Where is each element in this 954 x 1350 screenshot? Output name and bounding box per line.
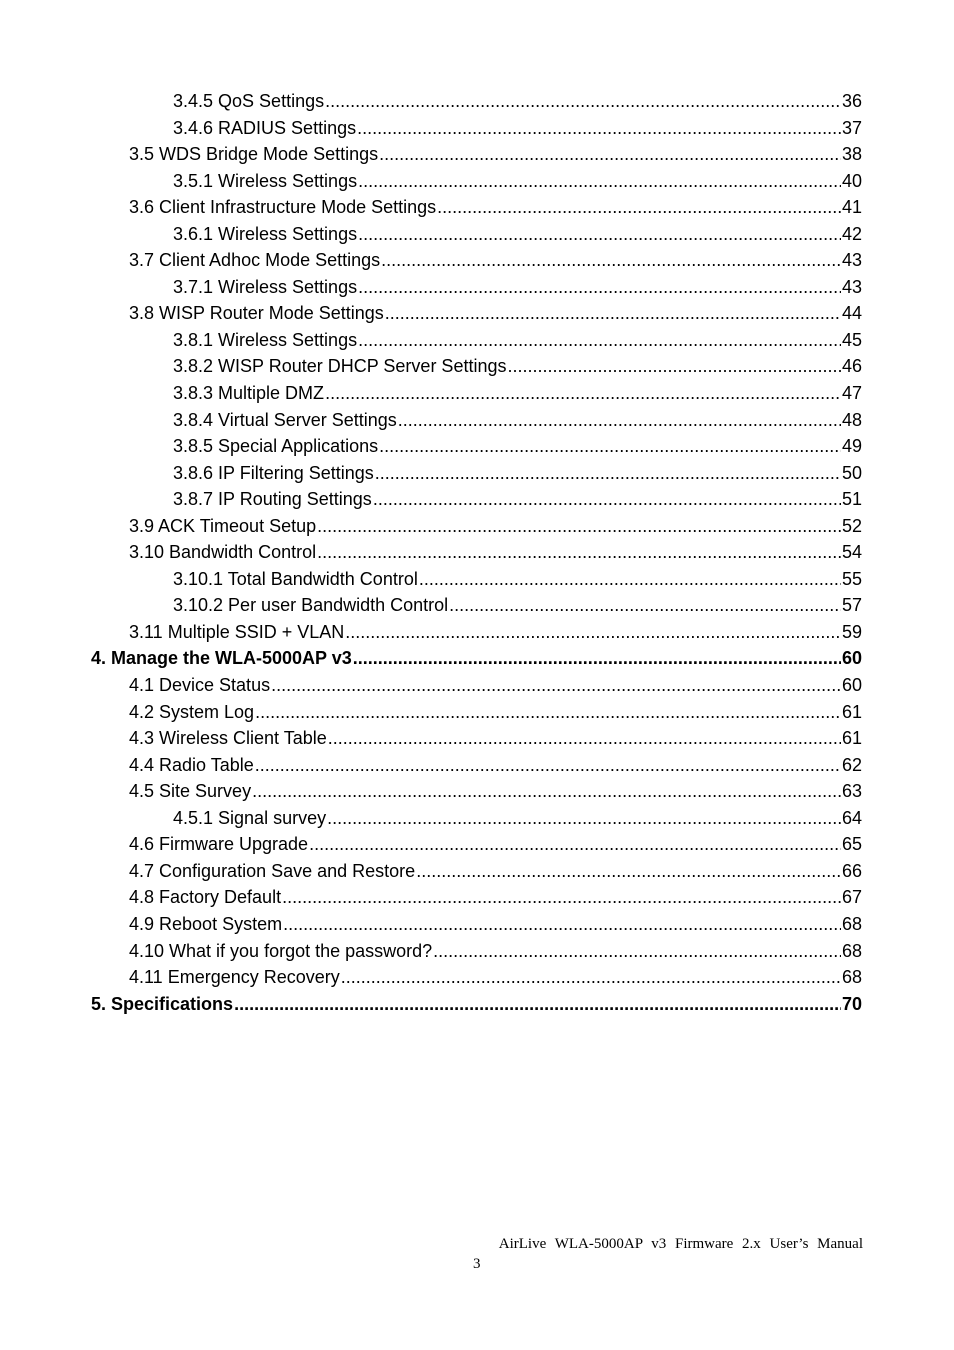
toc-entry[interactable] [0, 353, 954, 380]
toc-entry[interactable] [0, 858, 954, 885]
toc-dot-leader [433, 938, 841, 965]
toc-entry-page-number: 49 [841, 436, 862, 457]
toc-entry-page-number: 41 [841, 197, 862, 218]
toc-entry-title: 4.8 Factory Default [129, 887, 282, 908]
toc-entry-page-number: 50 [841, 462, 862, 483]
toc-entry-page-number: 70 [841, 993, 862, 1014]
toc-entry-page-number: 65 [841, 834, 862, 855]
table-of-contents [0, 88, 954, 1017]
toc-entry-title: 3.7 Client Adhoc Mode Settings [129, 250, 381, 271]
toc-entry[interactable] [0, 433, 954, 460]
toc-entry[interactable] [0, 778, 954, 805]
toc-entry-title: 4.3 Wireless Client Table [129, 728, 327, 749]
toc-entry-title: 3.8 WISP Router Mode Settings [129, 303, 384, 324]
toc-entry[interactable] [0, 407, 954, 434]
toc-dot-leader [317, 513, 841, 540]
toc-entry-page-number: 42 [841, 223, 862, 244]
toc-entry-title: 3.10.2 Per user Bandwidth Control [173, 595, 449, 616]
toc-entry[interactable] [0, 539, 954, 566]
toc-entry-page-number: 54 [841, 542, 862, 563]
toc-entry-page-number: 46 [841, 356, 862, 377]
toc-dot-leader [373, 486, 841, 513]
toc-entry-title: 5. Specifications [91, 993, 234, 1014]
toc-dot-leader [398, 407, 841, 434]
toc-dot-leader [345, 619, 841, 646]
toc-dot-leader [283, 911, 841, 938]
toc-entry-title: 4.5 Site Survey [129, 781, 252, 802]
toc-dot-leader [353, 645, 841, 672]
toc-entry-title: 3.8.5 Special Applications [173, 436, 379, 457]
toc-entry-page-number: 38 [841, 144, 862, 165]
toc-entry[interactable] [0, 486, 954, 513]
toc-entry-title: 3.8.4 Virtual Server Settings [173, 409, 397, 430]
toc-entry-title: 4.4 Radio Table [129, 754, 254, 775]
toc-entry-title: 3.11 Multiple SSID + VLAN [129, 621, 345, 642]
toc-entry[interactable] [0, 513, 954, 540]
toc-entry[interactable] [0, 991, 954, 1018]
toc-dot-leader [419, 566, 841, 593]
toc-dot-leader [325, 88, 841, 115]
toc-entry-page-number: 37 [841, 117, 862, 138]
toc-entry-title: 4.1 Device Status [129, 675, 271, 696]
toc-entry-title: 3.6.1 Wireless Settings [173, 223, 358, 244]
toc-dot-leader [328, 725, 841, 752]
toc-dot-leader [381, 247, 841, 274]
toc-entry-title: 3.8.6 IP Filtering Settings [173, 462, 374, 483]
toc-entry-page-number: 51 [841, 489, 862, 510]
toc-entry-page-number: 61 [841, 701, 862, 722]
toc-entry-title: 4.5.1 Signal survey [173, 807, 327, 828]
toc-entry-page-number: 47 [841, 383, 862, 404]
toc-entry-page-number: 59 [841, 621, 862, 642]
toc-dot-leader [437, 194, 841, 221]
toc-entry-title: 3.8.1 Wireless Settings [173, 329, 358, 350]
footer-manual-title: AirLive WLA-5000AP v3 Firmware 2.x User’s Manual [498, 1236, 863, 1252]
toc-entry[interactable] [0, 725, 954, 752]
toc-entry-title: 3.9 ACK Timeout Setup [129, 515, 317, 536]
toc-entry[interactable] [0, 460, 954, 487]
toc-entry[interactable] [0, 752, 954, 779]
toc-entry[interactable] [0, 300, 954, 327]
toc-dot-leader [358, 274, 841, 301]
toc-entry-title: 3.10.1 Total Bandwidth Control [173, 568, 418, 589]
toc-entry[interactable] [0, 699, 954, 726]
toc-entry-page-number: 40 [841, 170, 862, 191]
toc-entry[interactable] [0, 327, 954, 354]
toc-entry-page-number: 52 [841, 515, 862, 536]
toc-entry[interactable] [0, 672, 954, 699]
toc-entry-title: 4.9 Reboot System [129, 913, 283, 934]
toc-entry-page-number: 55 [841, 568, 862, 589]
toc-entry-page-number: 62 [841, 754, 862, 775]
toc-dot-leader [309, 831, 841, 858]
toc-entry-title: 4.10 What if you forgot the password? [129, 940, 433, 961]
toc-entry-page-number: 57 [841, 595, 862, 616]
toc-entry-page-number: 48 [841, 409, 862, 430]
toc-entry-title: 4.6 Firmware Upgrade [129, 834, 309, 855]
toc-dot-leader [325, 380, 841, 407]
toc-entry-page-number: 61 [841, 728, 862, 749]
toc-entry[interactable] [0, 566, 954, 593]
toc-dot-leader [379, 433, 841, 460]
toc-entry-title: 3.8.2 WISP Router DHCP Server Settings [173, 356, 507, 377]
toc-entry-page-number: 60 [841, 675, 862, 696]
toc-entry-page-number: 68 [841, 940, 862, 961]
toc-dot-leader [271, 672, 841, 699]
toc-dot-leader [449, 592, 841, 619]
toc-entry-page-number: 36 [841, 91, 862, 111]
toc-entry-page-number: 43 [841, 250, 862, 271]
toc-entry-title: 4. Manage the WLA-5000AP v3 [91, 648, 352, 669]
toc-dot-leader [358, 327, 841, 354]
toc-entry-title: 4.2 System Log [129, 701, 255, 722]
toc-dot-leader [327, 805, 841, 832]
toc-entry-title: 4.7 Configuration Save and Restore [129, 860, 416, 881]
toc-entry-title: 3.4.6 RADIUS Settings [173, 117, 357, 138]
toc-dot-leader [282, 884, 841, 911]
toc-dot-leader [255, 752, 841, 779]
toc-entry-title: 3.6 Client Infrastructure Mode Settings [129, 197, 437, 218]
toc-entry[interactable] [0, 247, 954, 274]
toc-entry-page-number: 60 [841, 648, 862, 669]
toc-entry[interactable] [0, 619, 954, 646]
toc-entry-page-number: 43 [841, 276, 862, 297]
toc-entry[interactable] [0, 911, 954, 938]
toc-entry-page-number: 64 [841, 807, 862, 828]
toc-entry[interactable] [0, 141, 954, 168]
toc-entry[interactable] [0, 884, 954, 911]
toc-entry[interactable] [0, 592, 954, 619]
toc-entry-page-number: 68 [841, 913, 862, 934]
toc-entry-title: 3.5 WDS Bridge Mode Settings [129, 144, 379, 165]
toc-entry-page-number: 44 [841, 303, 862, 324]
toc-entry[interactable] [0, 168, 954, 195]
toc-dot-leader [255, 699, 841, 726]
footer-page-number: 3 [473, 1256, 481, 1272]
toc-entry[interactable] [0, 380, 954, 407]
toc-dot-leader [416, 858, 841, 885]
toc-entry[interactable] [0, 964, 954, 991]
toc-entry-title: 3.4.5 QoS Settings [173, 91, 325, 111]
toc-dot-leader [357, 115, 841, 142]
toc-entry-title: 3.8.7 IP Routing Settings [173, 489, 372, 510]
toc-entry[interactable] [0, 115, 954, 142]
toc-dot-leader [358, 221, 841, 248]
toc-entry[interactable] [0, 645, 954, 672]
toc-entry[interactable] [0, 831, 954, 858]
toc-entry[interactable] [0, 194, 954, 221]
toc-dot-leader [234, 991, 841, 1018]
toc-entry-page-number: 63 [841, 781, 862, 802]
toc-entry-title: 3.8.3 Multiple DMZ [173, 383, 325, 404]
toc-dot-leader [358, 168, 841, 195]
toc-entry-title: 3.7.1 Wireless Settings [173, 276, 358, 297]
toc-entry-title: 4.11 Emergency Recovery [129, 967, 340, 988]
toc-entry[interactable] [0, 805, 954, 832]
toc-entry-title: 3.5.1 Wireless Settings [173, 170, 358, 191]
toc-entry[interactable] [0, 274, 954, 301]
toc-dot-leader [341, 964, 841, 991]
toc-dot-leader [252, 778, 841, 805]
toc-dot-leader [379, 141, 841, 168]
toc-dot-leader [385, 300, 841, 327]
toc-entry-title: 3.10 Bandwidth Control [129, 542, 317, 563]
toc-dot-leader [317, 539, 841, 566]
toc-entry[interactable] [0, 221, 954, 248]
toc-dot-leader [507, 353, 840, 380]
toc-entry-page-number: 67 [841, 887, 862, 908]
toc-entry-page-number: 68 [841, 967, 862, 988]
toc-entry-page-number: 45 [841, 329, 862, 350]
toc-entry[interactable] [0, 88, 954, 115]
toc-entry-page-number: 66 [841, 860, 862, 881]
toc-dot-leader [375, 460, 841, 487]
toc-entry[interactable] [0, 938, 954, 965]
